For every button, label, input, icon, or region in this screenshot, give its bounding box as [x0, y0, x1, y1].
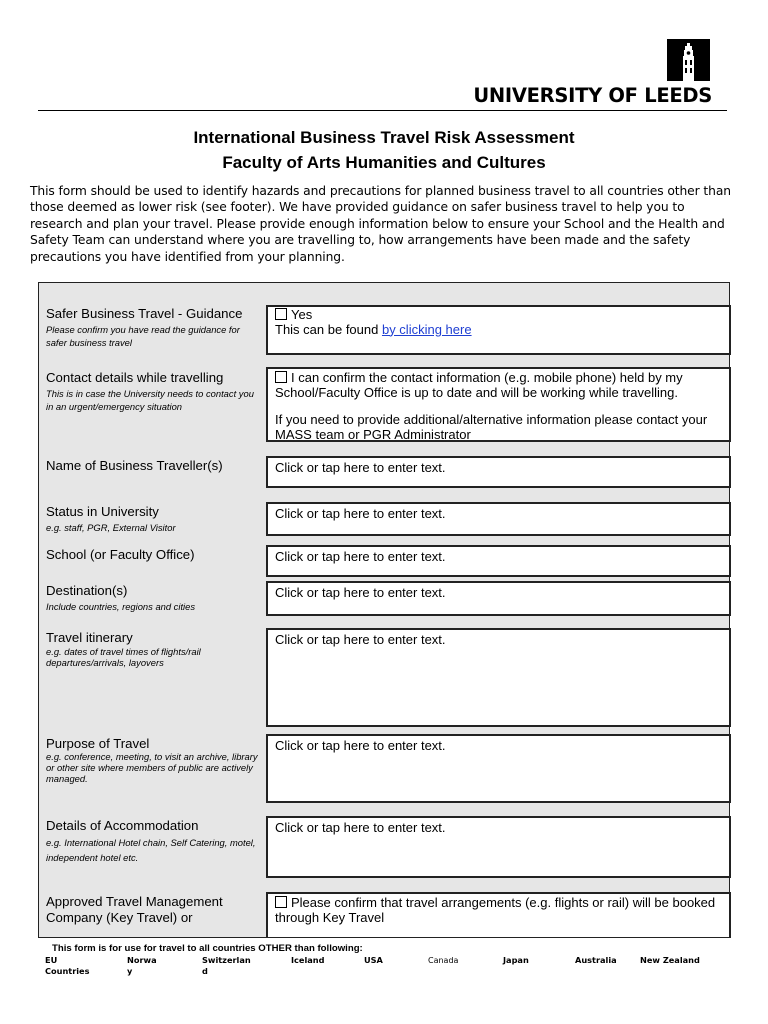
contact-label: Contact details while travelling	[46, 370, 224, 385]
contact-note: If you need to provide additional/alternative information please contact your MASS team or PGR Administrator	[275, 412, 708, 442]
school-field[interactable]	[266, 545, 731, 577]
form-bottom-rule	[38, 937, 731, 938]
footer-country-canada: Canada	[428, 956, 459, 965]
page-title: International Business Travel Risk Assessment	[193, 128, 575, 147]
contact-confirm-checkbox[interactable]	[275, 371, 287, 383]
intro-paragraph: This form should be used to identify hazards and precautions for planned business travel to all countries other than those deemed as lower risk (see footer). We have provided guidance on safer business travel to help you to research and plan your travel. Please provide enough information below to ensure your School and the Health and Safety Team can understand where you are travelling to, how arrangements have been made and the safety precautions you have identified from your planning.	[30, 184, 731, 264]
accommodation-sublabel: e.g. International Hotel chain, Self Catering, motel, independent hotel etc.	[46, 837, 256, 863]
accommodation-placeholder: Click or tap here to enter text.	[275, 820, 446, 835]
guidance-yes-checkbox[interactable]	[275, 308, 287, 320]
traveller-name-placeholder: Click or tap here to enter text.	[275, 460, 446, 475]
guidance-sublabel: Please confirm you have read the guidance for safer business travel	[46, 324, 240, 348]
travel-mgmt-field	[266, 892, 731, 938]
footer-country-switzerland: Switzerlan d	[202, 955, 251, 976]
destination-sublabel: Include countries, regions and cities	[46, 601, 196, 612]
itinerary-sublabel: e.g. dates of travel times of flights/rail departures/arrivals, layovers	[46, 646, 201, 668]
itinerary-placeholder: Click or tap here to enter text.	[275, 632, 446, 647]
guidance-found-text: This can be found	[275, 321, 382, 337]
footer-country-iceland: Iceland	[291, 955, 325, 965]
destination-field[interactable]	[266, 581, 731, 616]
header-divider	[38, 110, 727, 111]
purpose-sublabel: e.g. conference, meeting, to visit an archive, library or other site where members of public are actively managed.	[46, 751, 258, 784]
purpose-placeholder: Click or tap here to enter text.	[275, 738, 446, 753]
school-placeholder: Click or tap here to enter text.	[275, 549, 446, 564]
tower-icon	[667, 39, 710, 81]
footer-country-new-zealand: New Zealand	[640, 955, 700, 965]
contact-confirm-text: I can confirm the contact information (e.g. mobile phone) held by my School/Faculty Office is up to date and will be working while travelling.	[275, 370, 683, 400]
travel-mgmt-confirm-text: Please confirm that travel arrangements (e.g. flights or rail) will be booked through Key Travel	[275, 895, 716, 925]
accommodation-field[interactable]	[266, 816, 731, 878]
purpose-field[interactable]	[266, 734, 731, 803]
travel-mgmt-label: Approved Travel Management Company (Key Travel) or	[46, 894, 223, 925]
footer-title: This form is for use for travel to all countries OTHER than following:	[52, 943, 363, 954]
guidance-field	[266, 305, 731, 355]
guidance-link[interactable]: by clicking here	[381, 321, 472, 337]
destination-placeholder: Click or tap here to enter text.	[275, 585, 446, 600]
brand-name: UNIVERSITY OF LEEDS	[473, 84, 712, 107]
university-logo	[667, 39, 710, 81]
destination-label: Destination(s)	[46, 583, 128, 598]
school-label: School (or Faculty Office)	[46, 547, 195, 562]
contact-field	[266, 367, 731, 442]
footer-country-eu: EU Countries	[45, 955, 90, 976]
purpose-label: Purpose of Travel	[46, 736, 150, 751]
guidance-yes-label: Yes	[291, 307, 313, 322]
traveller-name-label: Name of Business Traveller(s)	[46, 458, 223, 473]
footer-country-usa: USA	[364, 955, 383, 965]
page-subtitle: Faculty of Arts Humanities and Cultures	[222, 153, 546, 172]
accommodation-label: Details of Accommodation	[46, 818, 199, 833]
travel-mgmt-checkbox[interactable]	[275, 896, 287, 908]
guidance-label: Safer Business Travel - Guidance	[46, 306, 243, 321]
traveller-name-field[interactable]	[266, 456, 731, 488]
footer-country-japan: Japan	[503, 955, 529, 965]
footer-country-australia: Australia	[575, 955, 617, 965]
itinerary-field[interactable]	[266, 628, 731, 727]
status-field[interactable]	[266, 502, 731, 536]
status-sublabel: e.g. staff, PGR, External Visitor	[46, 522, 176, 533]
status-label: Status in University	[46, 504, 159, 519]
itinerary-label: Travel itinerary	[46, 630, 133, 645]
footer-country-norway: Norwa y	[127, 955, 157, 976]
status-placeholder: Click or tap here to enter text.	[275, 506, 446, 521]
contact-sublabel: This is in case the University needs to contact you in an urgent/emergency situation	[46, 388, 254, 412]
